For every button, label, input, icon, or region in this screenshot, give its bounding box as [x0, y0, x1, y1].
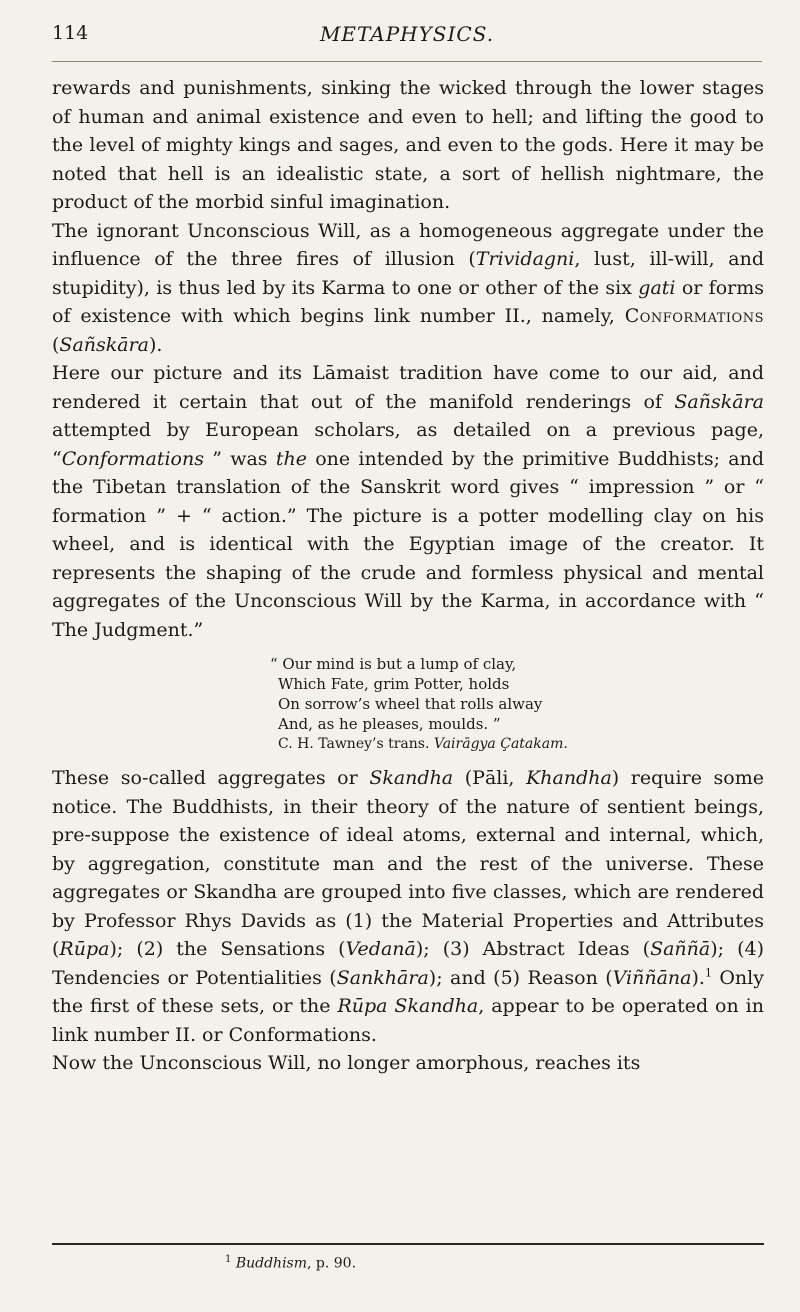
footnote-mark: 1	[225, 1254, 232, 1265]
term-sanskara-2: Sañskāra	[674, 390, 764, 413]
term-the: the	[275, 447, 307, 470]
footnote-page: , p. 90.	[307, 1255, 357, 1272]
term-rupa: Rūpa	[59, 938, 110, 960]
running-head	[52, 22, 762, 52]
term-conformations-2: Conformations	[61, 447, 204, 470]
verse-line-4: And, as he pleases, moulds. ”	[278, 715, 501, 733]
paragraph-2: The ignorant Unconscious Will, as a homogeneous aggregate under the influence of the three fires of illusion (Trividagni, lust, ill-will, and stupidity), is thus led by its Karma to one or other of the six gati or forms of existence with which begins link number II., namely, Conformations (Sañskāra).	[52, 219, 765, 356]
term-sankhara: Sankhāra	[336, 966, 429, 989]
term-conformations: Conformations	[624, 305, 764, 327]
term-sanna: Saññā	[650, 938, 711, 960]
header-rule	[52, 61, 762, 62]
term-sanskara: Sañskāra	[59, 333, 150, 356]
footnote-work: Buddhism	[235, 1255, 308, 1272]
body-text	[52, 74, 764, 1078]
paragraph-3: Here our picture and its Lāmaist tradition have come to our aid, and rendered it certain that out of the manifold renderings of Sañskāra attempted by European scholars, as detailed on a previous page, “Conformations ” was the one intended by the primitive Buddhists; and the Tibetan translation of the Sanskrit word gives “ impression ” or “ formation ” + “ action.” The picture is a potter modelling clay on his wheel, and is identical with the Egyptian image of the creator. It represents the shaping of the crude and formless physical and mental aggregates of the Unconscious Will by the Karma, in accordance with “ The Judgment.”	[52, 362, 764, 641]
attribution-work: Vairāgya Çatakam.	[433, 736, 568, 752]
footnote-rule	[52, 1243, 764, 1245]
verse-line-2: Which Fate, grim Potter, holds	[278, 675, 510, 693]
verse-attribution	[270, 734, 764, 754]
term-khandha: Khandha	[526, 767, 612, 789]
footnote-reference[interactable]: 1	[704, 966, 712, 980]
verse-line-3: On sorrow’s wheel that rolls alway	[278, 695, 543, 713]
term-vedana: Vedanā	[345, 938, 416, 960]
verse-quotation	[52, 654, 764, 754]
term-trividagni: Trividagni	[475, 248, 575, 270]
verse-line-1: “ Our mind is but a lump of clay,	[270, 655, 517, 673]
running-title: METAPHYSICS.	[319, 22, 495, 46]
paragraph-5: Now the Unconscious Will, no longer amorphous, reaches its	[52, 1052, 641, 1074]
term-skandha: Skandha	[369, 767, 454, 789]
term-vinnana: Viññāna	[612, 966, 692, 989]
footnote	[225, 1254, 356, 1272]
page-number: 114	[52, 22, 89, 44]
paragraph-4: These so-called aggregates or Skandha (Pāli, Khandha) require some notice. The Buddhists, in their theory of the nature of sentient beings, pre-suppose the existence of ideal atoms, external and internal, which, by aggregation, constitute man and the rest of the universe. These aggregates or Skandha are grouped into five classes, which are rendered by Professor Rhys Davids as (1) the Material Properties and Attributes (Rūpa); (2) the Sensations (Vedanā); (3) Abstract Ideas (Saññā); (4) Tendencies or Potentialities (Sankhāra); and (5) Reason (Viññāna).$^1$ Only the first of these sets, or the Rūpa Skandha, appear to be operated on in link number II. or Conformations.	[52, 767, 764, 1046]
term-gati: gati	[638, 276, 676, 299]
paragraph-1: rewards and punishments, sinking the wicked through the lower stages of human and animal existence and even to hell; and lifting the good to the level of mighty kings and sages, and even to the gods. Here it may be noted that hell is an idealistic state, a sort of hellish nightmare, the product of the morbid sinful imagination.	[52, 77, 764, 213]
term-rupa-skandha: Rūpa Skandha	[337, 995, 479, 1017]
attribution-name: C. H. Tawney’s trans.	[278, 736, 430, 752]
